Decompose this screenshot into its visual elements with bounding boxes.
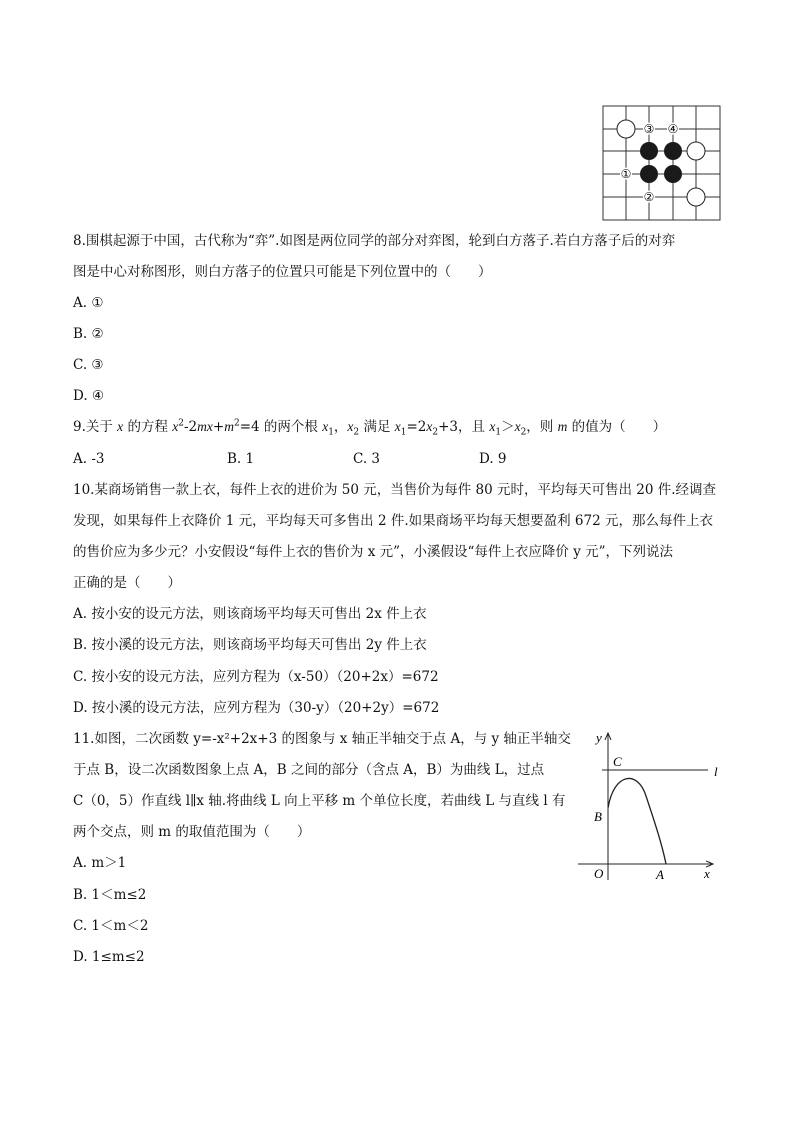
q10-option-b: B. 按小溪的设元方法，则该商场平均每天可售出 2y 件上衣 bbox=[73, 637, 427, 653]
q11-option-c: C. 1＜m＜2 bbox=[73, 918, 149, 934]
q9-option-c: C. 3 bbox=[353, 451, 381, 467]
label-o: O bbox=[594, 866, 604, 881]
label-a: A bbox=[656, 867, 664, 882]
go-board-figure bbox=[600, 104, 724, 222]
q8-option-c: C. ③ bbox=[73, 357, 104, 373]
label-c: C bbox=[613, 754, 622, 769]
q8-option-b: B. ② bbox=[73, 326, 104, 342]
black-stone bbox=[664, 142, 682, 160]
q9-option-b: B. 1 bbox=[227, 451, 255, 467]
q11-line3: C（0，5）作直线 l∥x 轴.将曲线 L 向上平移 m 个单位长度，若曲线 L 与直线 l 有 bbox=[73, 793, 566, 809]
black-stone bbox=[640, 165, 658, 183]
q11-option-b: B. 1＜m≤2 bbox=[73, 887, 147, 903]
q9-stem: 9.关于 x 的方程 $x^2-2mx+m^2=4$ 的两个根 $x_1$，$x_2$ 满足 $x_1=2x_2+3$，且 $x_1>x_2$，则 m 的值为（ ） bbox=[73, 418, 667, 438]
q10-line4: 正确的是（ ） bbox=[73, 575, 181, 591]
parabola-graph bbox=[570, 728, 730, 884]
q10-line3: 的售价应为多少元？小安假设“每件上衣的售价为 x 元”，小溪假设“每件上衣应降价 y 元”，下列说法 bbox=[73, 544, 674, 560]
black-stone bbox=[640, 142, 658, 160]
white-stone bbox=[687, 142, 705, 160]
q8-option-d: D. ④ bbox=[73, 388, 105, 404]
mark-3: ③ bbox=[643, 122, 655, 136]
q9-option-a: A. -3 bbox=[73, 451, 105, 467]
mark-1: ① bbox=[620, 167, 632, 181]
q8-line1: 8.围棋起源于中国，古代称为“弈”.如图是两位同学的部分对弈图，轮到白方落子.若白方落子后的对弈 bbox=[73, 233, 676, 249]
q10-option-a: A. 按小安的设元方法，则该商场平均每天可售出 2x 件上衣 bbox=[73, 606, 427, 622]
q11-line2: 于点 B，设二次函数图象上点 A，B 之间的部分（含点 A，B）为曲线 L，过点 bbox=[73, 762, 545, 778]
label-x: x bbox=[704, 866, 710, 881]
mark-2: ② bbox=[643, 190, 655, 204]
label-l: l bbox=[714, 764, 718, 779]
q10-option-d: D. 按小溪的设元方法，应列方程为（30-y）（20+2y）=672 bbox=[73, 700, 440, 716]
q10-line1: 10.某商场销售一款上衣，每件上衣的进价为 50 元，当售价为每件 80 元时，平均每天可售出 20 件.经调查 bbox=[73, 482, 717, 498]
q10-line2: 发现，如果每件上衣降价 1 元，平均每天可多售出 2 件.如果商场平均每天想要盈利 672 元，那么每件上衣 bbox=[73, 513, 713, 529]
black-stone bbox=[664, 165, 682, 183]
label-y: y bbox=[596, 730, 602, 745]
q9-option-d: D. 9 bbox=[479, 451, 507, 467]
mark-4: ④ bbox=[667, 122, 679, 136]
curve-l bbox=[608, 778, 666, 864]
q11-line4: 两个交点，则 m 的取值范围为（ ） bbox=[73, 824, 311, 840]
white-stone bbox=[687, 188, 705, 206]
q10-option-c: C. 按小安的设元方法，应列方程为（x-50）（20+2x）=672 bbox=[73, 669, 439, 685]
q11-option-a: A. m＞1 bbox=[73, 855, 127, 871]
q8-option-a: A. ① bbox=[73, 295, 104, 311]
q11-option-d: D. 1≤m≤2 bbox=[73, 949, 145, 965]
label-b: B bbox=[594, 809, 602, 824]
white-stone bbox=[617, 120, 635, 138]
q8-line2: 图是中心对称图形，则白方落子的位置只可能是下列位置中的（ ） bbox=[73, 264, 492, 280]
q11-line1: 11.如图，二次函数 y=-x²+2x+3 的图象与 x 轴正半轴交于点 A，与 y 轴正半轴交 bbox=[73, 731, 571, 747]
